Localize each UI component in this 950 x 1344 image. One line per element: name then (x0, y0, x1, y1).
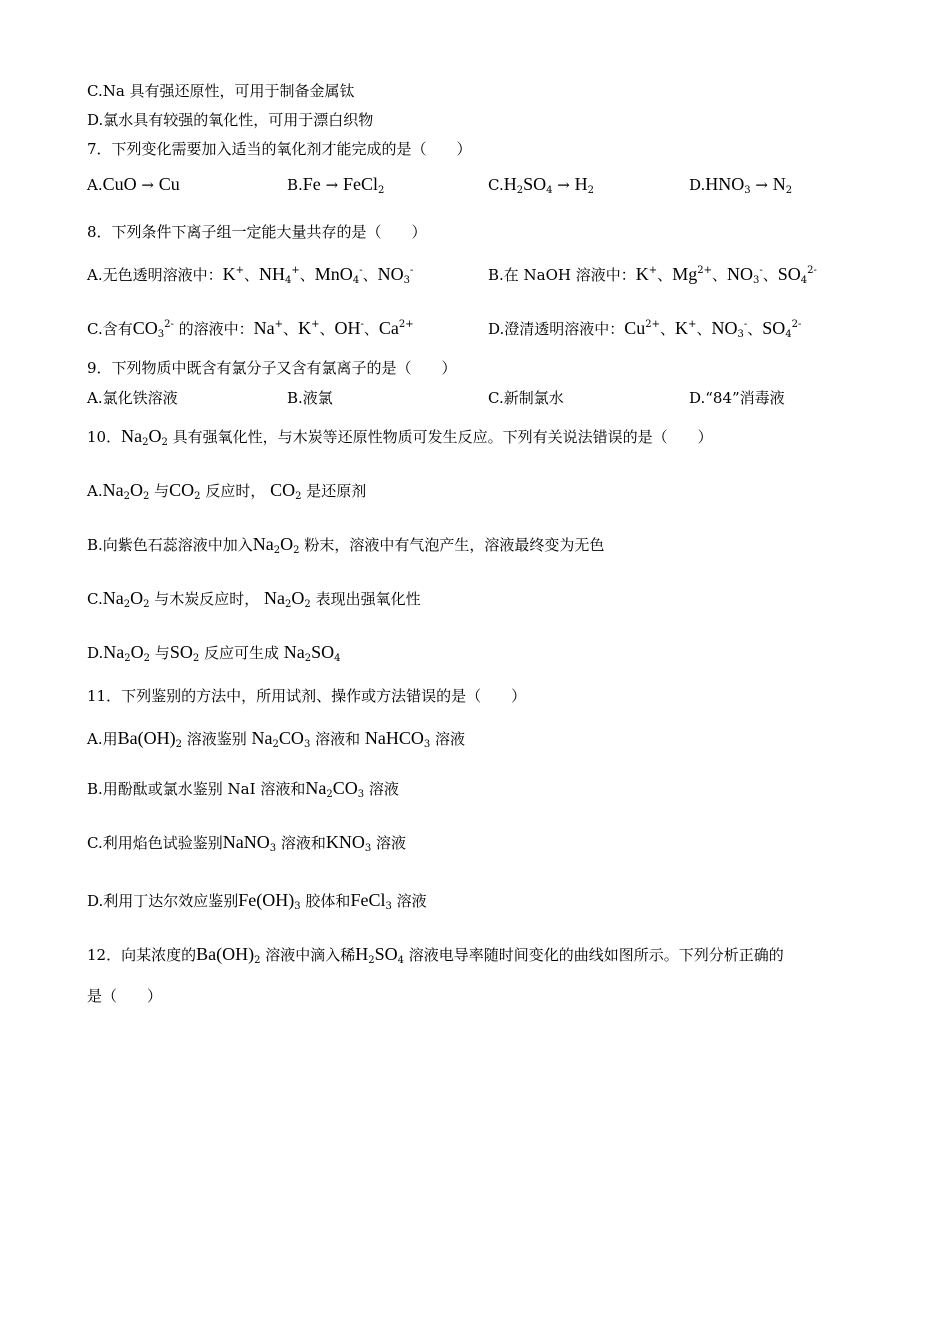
q7-option-c: $C.H_2SO_4 \to H_2$ (488, 174, 594, 196)
q11-option-d: D.利用丁达尔效应鉴别$Fe(OH)_3$ 胶体和FeCl$_3$ 溶液 (87, 890, 427, 912)
q12-stem-continued: 是（ ） (87, 987, 163, 1005)
q9-stem: 9．下列物质中既含有氯分子又含有氯离子的是（ ） (87, 359, 457, 377)
q8-option-d: D.澄清透明溶液中：$Cu^{2+}$、K+、$NO_3^-$、$SO_4^{2-}$ (488, 318, 802, 340)
q11-option-c: C.利用焰色试验鉴别NaNO$_3$ 溶液和$KNO_3$ 溶液 (87, 832, 407, 854)
q7-option-b: B.Fe → FeCl$_2$ (287, 174, 385, 196)
q9-option-c: C.新制氯水 (488, 389, 564, 407)
q11-stem: 11．下列鉴别的方法中，所用试剂、操作或方法错误的是（ ） (87, 687, 527, 705)
q10-option-a: $A.Na_2O_2$ 与$CO_2$ 反应时， $CO_2$ 是还原剂 (87, 480, 367, 502)
q10-stem: 10．$Na_2O_2$ 具有强氧化性，与木炭等还原性物质可发生反应。下列有关说法错误的是（ ） (87, 426, 713, 448)
q11-option-a: A.用$Ba(OH)_2$ 溶液鉴别 $Na_2CO_3$ 溶液和 NaHCO$_3$ 溶液 (87, 728, 466, 750)
q8-stem: 8．下列条件下离子组一定能大量共存的是（ ） (87, 223, 427, 241)
q7-option-a: A.CuO → Cu (87, 174, 180, 194)
q8-option-b: B.在 NaOH 溶液中：K+、$Mg^{2+}$、$NO_3^-$、$SO_4^{2-}$ (488, 264, 817, 286)
q11-option-b: B.用酚酞或氯水鉴别 NaI 溶液和$Na_2CO_3$ 溶液 (87, 778, 399, 800)
q6-option-d: D.氯水具有较强的氧化性，可用于漂白织物 (87, 111, 374, 129)
q7-option-d: $D.HNO_3 \to N_2$ (689, 174, 793, 196)
q8-option-a: A.无色透明溶液中：K+、$NH_4^+$、MnO$_4$-、$NO_3^-$ (87, 264, 414, 286)
q10-option-c: $C.Na_2O_2$ 与木炭反应时， $Na_2O_2$ 表现出强氧化性 (87, 588, 421, 610)
q9-option-a: A.氯化铁溶液 (87, 389, 178, 407)
q7-stem: 7．下列变化需要加入适当的氧化剂才能完成的是（ ） (87, 140, 472, 158)
q6-option-c: C.Na 具有强还原性，可用于制备金属钛 (87, 82, 355, 100)
q10-option-b: B.向紫色石蕊溶液中加入$Na_2O_2$ 粉末，溶液中有气泡产生，溶液最终变为无色 (87, 534, 605, 556)
q10-option-d: $D.Na_2O_2$ 与$SO_2$ 反应可生成 $Na_2SO_4$ (87, 642, 341, 664)
q8-option-c: C.含有$CO_3^{2-}$ 的溶液中：Na+、K+、OH-、$Ca^{2+}$ (87, 318, 414, 340)
q12-stem: 12．向某浓度的$Ba(OH)_2$ 溶液中滴入稀$H_2SO_4$ 溶液电导率随时间变化的曲线如图所示。下列分析正确的 (87, 944, 784, 966)
q9-option-d: D.“84”消毒液 (689, 389, 785, 407)
q9-option-b: B.液氯 (287, 389, 333, 407)
